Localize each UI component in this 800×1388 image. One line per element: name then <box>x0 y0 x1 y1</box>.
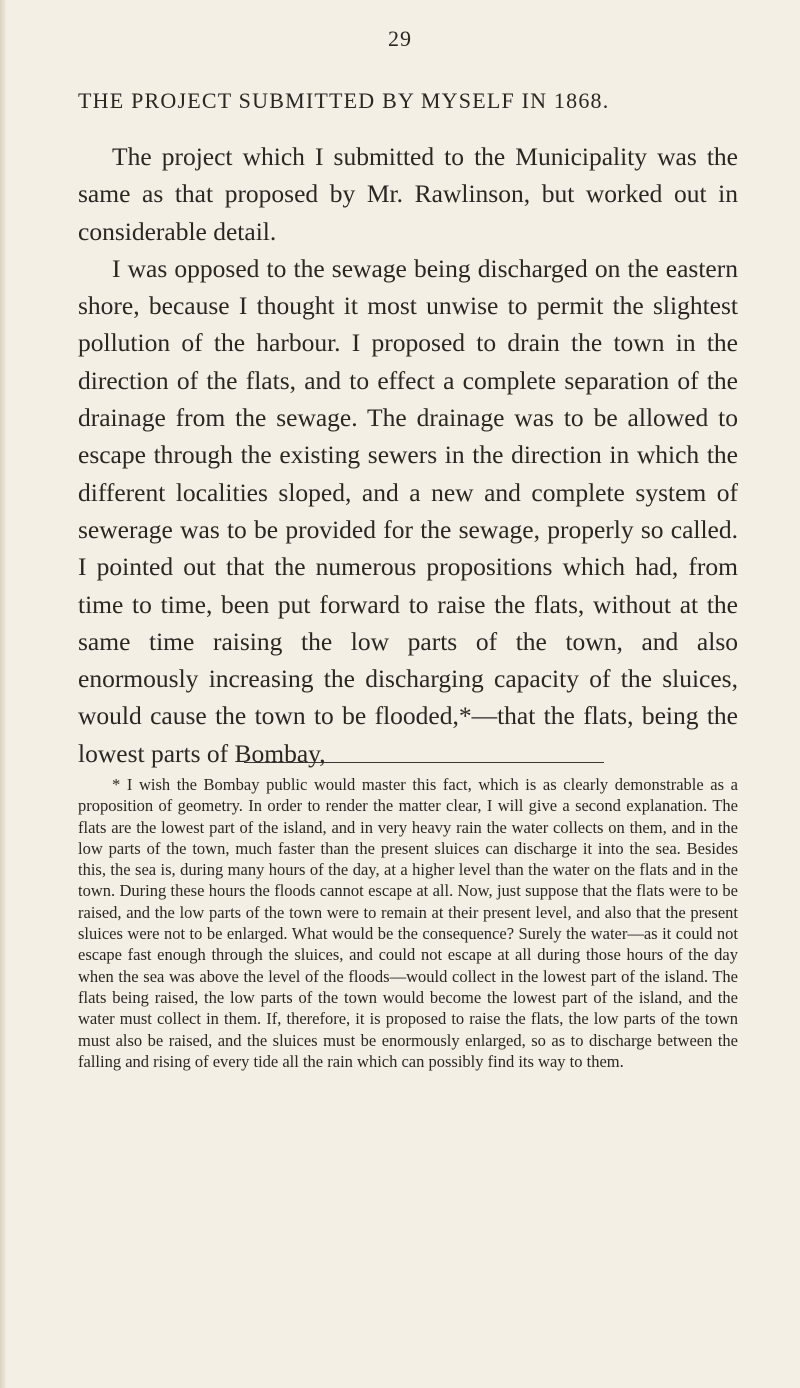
section-heading: THE PROJECT SUBMITTED BY MYSELF IN 1868. <box>78 88 610 113</box>
footnote <box>78 774 738 1072</box>
body-text <box>78 138 738 772</box>
paragraph: The project which I submitted to the Municipality was the same as that proposed by Mr. Rawlinson, but worked out in considerable detail. <box>78 142 738 246</box>
footnote-divider <box>244 762 604 763</box>
footnote-text: * I wish the Bombay public would master this fact, which is as clearly demonstrable as a proposition of geometry. In order to render the matter clear, I will give a second explanation. The flats are the lowest part of the island, and in very heavy rain the water collects on them, and in the low parts of the town, much faster than the present sluices can discharge it into the sea. Besides this, the sea is, during many hours of the day, at a higher level than the water on the flats and in the town. During these hours the floods cannot escape at all. Now, just suppose that the flats were to be raised, and the low parts of the town were to remain at their present level, and also that the present sluices were not to be enlarged. What would be the consequence? Surely the water—as it could not escape fast enough through the sluices, and could not escape at all during those hours of the day when the sea was above the level of the floods—would collect in the lowest part of the island. The flats being raised, the low parts of the town would become the lowest part of the island, and the water must collect in them. If, therefore, it is proposed to raise the flats, the low parts of the town must also be raised, and the sluices must be enormously enlarged, so as to discharge between the falling and rising of every tide all the rain which can possibly find its way to them. <box>78 775 738 1071</box>
page-binding-edge <box>0 0 6 1388</box>
paragraph: I was opposed to the sewage being discharged on the eastern shore, because I thought it most unwise to permit the slightest pollution of the harbour. I proposed to drain the town in the direction of the flats, and to effect a complete separation of the drainage from the sewage. The drainage was to be allowed to escape through the existing sewers in the direction in which the different localities sloped, and a new and complete system of sewerage was to be provided for the sewage, properly so called. I pointed out that the numerous propositions which had, from time to time, been put forward to raise the flats, without at the same time raising the low parts of the town, and also enormously increasing the discharging capacity of the sluices, would cause the town to be flooded,*—that the flats, being the lowest parts of Bombay, <box>78 253 738 768</box>
page-number: 29 <box>388 26 412 51</box>
